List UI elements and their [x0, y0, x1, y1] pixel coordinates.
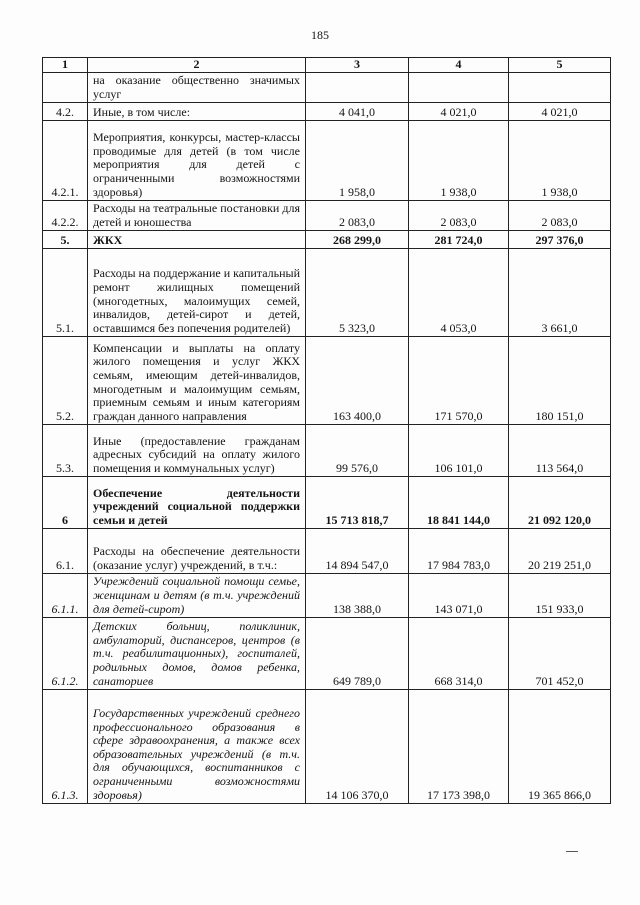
value-col4: 143 071,0	[409, 574, 509, 618]
row-description: Компенсации и выплаты на оплату жилого помещения и услуг ЖКХ семьям, имеющим детей-инвалидов, многодетным и малоимущим семьям, приемным семьям и иным категориям граждан данного направления	[88, 337, 306, 425]
column-header: 2	[88, 58, 306, 73]
value-col5: 19 365 866,0	[509, 690, 611, 804]
row-description: Мероприятия, конкурсы, мастер-классы проводимые для детей (в том числе мероприятия для детей с ограниченными возможностями здоровья)	[88, 121, 306, 201]
value-col5: 151 933,0	[509, 574, 611, 618]
row-description: Обеспечение деятельности учреждений социальной поддержки семьи и детей	[88, 477, 306, 529]
table-row	[43, 121, 611, 201]
row-number: 6.1.2.	[43, 618, 88, 690]
row-description: ЖКХ	[88, 231, 306, 249]
value-col3: 138 388,0	[306, 574, 409, 618]
row-description: Учреждений социальной помощи семье, женщинам и детям (в т.ч. учреждений для детей-сирот)	[88, 574, 306, 618]
value-col5: 20 219 251,0	[509, 529, 611, 574]
table-row	[43, 618, 611, 690]
row-description: Детских больниц, поликлиник, амбулаторий, диспансеров, центров (в т.ч. реабилитационных), госпиталей, родильных домов, домов ребенка, санаториев	[88, 618, 306, 690]
value-col3: 2 083,0	[306, 201, 409, 231]
column-header: 1	[43, 58, 88, 73]
value-col4: 18 841 144,0	[409, 477, 509, 529]
value-col3: 5 323,0	[306, 249, 409, 337]
table-row	[43, 690, 611, 804]
table-row	[43, 73, 611, 103]
value-col4: 17 173 398,0	[409, 690, 509, 804]
value-col5: 180 151,0	[509, 337, 611, 425]
value-col4: 4 021,0	[409, 103, 509, 121]
value-col3: 99 576,0	[306, 425, 409, 477]
row-number: 5.3.	[43, 425, 88, 477]
column-header: 3	[306, 58, 409, 73]
row-number: 6	[43, 477, 88, 529]
value-col5: 1 938,0	[509, 121, 611, 201]
value-col5: 3 661,0	[509, 249, 611, 337]
table-row	[43, 529, 611, 574]
row-description: Расходы на поддержание и капитальный ремонт жилищных помещений (многодетных, малоимущих семей, инвалидов, детей-сирот и детей, оставшимся без попечения родителей)	[88, 249, 306, 337]
value-col4: 106 101,0	[409, 425, 509, 477]
value-col4: 281 724,0	[409, 231, 509, 249]
value-col5: 701 452,0	[509, 618, 611, 690]
scan-mark	[566, 851, 578, 852]
table-header-row	[43, 58, 611, 73]
value-col4: 1 938,0	[409, 121, 509, 201]
value-col5: 297 376,0	[509, 231, 611, 249]
table-row	[43, 249, 611, 337]
value-col3	[306, 73, 409, 103]
table-row	[43, 231, 611, 249]
row-number: 4.2.	[43, 103, 88, 121]
value-col3: 268 299,0	[306, 231, 409, 249]
value-col5: 2 083,0	[509, 201, 611, 231]
table-row	[43, 201, 611, 231]
value-col5	[509, 73, 611, 103]
row-number: 5.2.	[43, 337, 88, 425]
row-number: 4.2.2.	[43, 201, 88, 231]
value-col5: 21 092 120,0	[509, 477, 611, 529]
value-col4: 171 570,0	[409, 337, 509, 425]
value-col4: 4 053,0	[409, 249, 509, 337]
table-row	[43, 337, 611, 425]
row-description: Расходы на обеспечение деятельности (оказание услуг) учреждений, в т.ч.:	[88, 529, 306, 574]
value-col3: 14 894 547,0	[306, 529, 409, 574]
table-row	[43, 477, 611, 529]
column-header: 4	[409, 58, 509, 73]
row-number: 6.1.	[43, 529, 88, 574]
value-col3: 163 400,0	[306, 337, 409, 425]
row-number: 6.1.3.	[43, 690, 88, 804]
value-col5: 113 564,0	[509, 425, 611, 477]
row-description: Расходы на театральные постановки для детей и юношества	[88, 201, 306, 231]
table-row	[43, 425, 611, 477]
value-col3: 15 713 818,7	[306, 477, 409, 529]
value-col4: 2 083,0	[409, 201, 509, 231]
row-number: 4.2.1.	[43, 121, 88, 201]
budget-table	[42, 57, 611, 804]
value-col4	[409, 73, 509, 103]
row-number: 6.1.1.	[43, 574, 88, 618]
value-col3: 14 106 370,0	[306, 690, 409, 804]
value-col3: 4 041,0	[306, 103, 409, 121]
row-description: Иные, в том числе:	[88, 103, 306, 121]
row-number: 5.1.	[43, 249, 88, 337]
value-col3: 1 958,0	[306, 121, 409, 201]
value-col5: 4 021,0	[509, 103, 611, 121]
table-row	[43, 103, 611, 121]
table-row	[43, 574, 611, 618]
page-number: 185	[311, 28, 329, 42]
row-description: на оказание общественно значимых услуг	[88, 73, 306, 103]
column-header: 5	[509, 58, 611, 73]
value-col4: 668 314,0	[409, 618, 509, 690]
row-number	[43, 73, 88, 103]
value-col3: 649 789,0	[306, 618, 409, 690]
row-description: Иные (предоставление гражданам адресных субсидий на оплату жилого помещения и коммунальных услуг)	[88, 425, 306, 477]
value-col4: 17 984 783,0	[409, 529, 509, 574]
row-number: 5.	[43, 231, 88, 249]
row-description: Государственных учреждений среднего профессионального образования в сфере здравоохранения, а также всех образовательных учреждений (в т.ч. для обучающихся, воспитанников с ограниченными возможностями здоровья)	[88, 690, 306, 804]
